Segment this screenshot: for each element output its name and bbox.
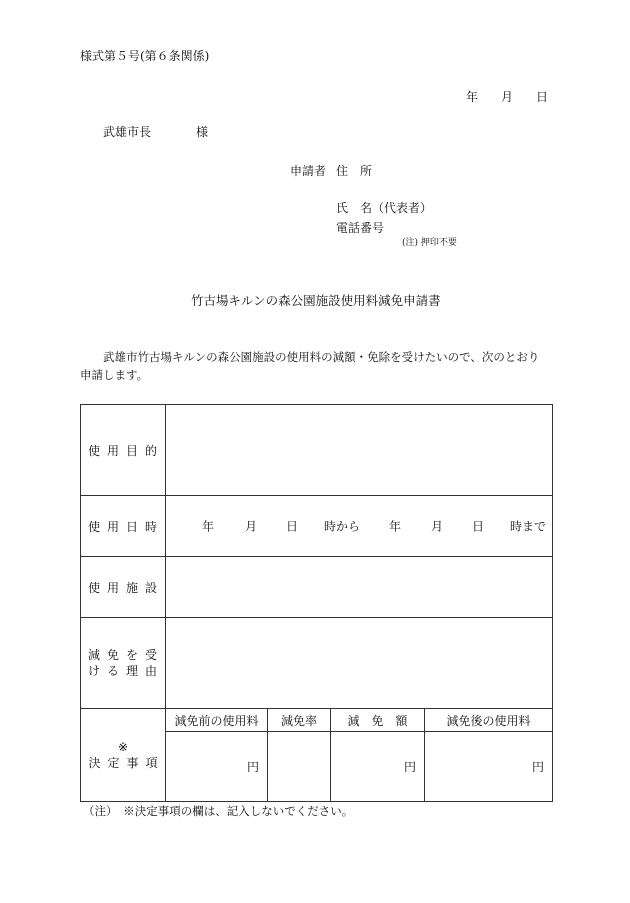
datetime-month-1: 月 xyxy=(245,519,258,534)
facility-label: 使用施設 xyxy=(81,557,166,618)
form-number: 様式第５号(第６条関係) xyxy=(80,49,210,63)
intro-line-1: 武雄市竹古場キルンの森公園施設の使用料の減額・免除を受けたいので、次のとおり xyxy=(103,350,540,364)
rate-cell xyxy=(268,732,331,802)
seal-note: (注) 押印不要 xyxy=(402,238,457,248)
datetime-label: 使用日時 xyxy=(81,496,166,557)
decision-header-amount: 減 免 額 xyxy=(331,709,425,732)
yen-unit: 円 xyxy=(531,760,544,774)
application-table xyxy=(80,404,553,802)
datetime-until: 時まで xyxy=(510,519,547,534)
footnote: （注） ※決定事項の欄は、記入しないでください。 xyxy=(83,804,354,818)
datetime-year-1: 年 xyxy=(202,519,215,534)
applicant-address-label: 住 所 xyxy=(336,164,373,178)
decision-header-rate: 減免率 xyxy=(268,709,331,732)
before-fee-cell xyxy=(166,732,268,802)
reason-row xyxy=(81,618,553,709)
purpose-row xyxy=(81,405,553,496)
purpose-label: 使用目的 xyxy=(81,405,166,496)
date-month-label: 月 xyxy=(501,90,514,104)
datetime-field[interactable] xyxy=(166,496,553,557)
applicant-phone-label: 電話番号 xyxy=(336,221,385,235)
after-fee-cell xyxy=(425,732,553,802)
datetime-month-2: 月 xyxy=(431,519,444,534)
decision-label xyxy=(81,709,166,802)
addressee-honorific: 様 xyxy=(196,125,209,139)
datetime-row xyxy=(81,496,553,557)
reason-field[interactable] xyxy=(166,618,553,709)
document-title: 竹古場キルンの森公園施設使用料減免申請書 xyxy=(191,293,441,308)
facility-field[interactable] xyxy=(166,557,553,618)
decision-header-row xyxy=(81,709,553,732)
intro-line-2: 申請します。 xyxy=(80,368,149,382)
reason-label xyxy=(81,618,166,709)
addressee-name: 武雄市長 xyxy=(103,125,152,139)
reason-label-line-2: ける理由 xyxy=(88,664,165,678)
decision-mark: ※ xyxy=(117,740,136,754)
purpose-field[interactable] xyxy=(166,405,553,496)
datetime-day-2: 日 xyxy=(472,519,485,534)
date-day-label: 日 xyxy=(536,90,549,104)
datetime-year-2: 年 xyxy=(389,519,402,534)
facility-row xyxy=(81,557,553,618)
yen-unit: 円 xyxy=(246,760,259,774)
datetime-from: 時から xyxy=(324,519,361,534)
datetime-day-1: 日 xyxy=(286,519,299,534)
decision-label-text: 決定事項 xyxy=(88,756,165,770)
applicant-label: 申請者 xyxy=(290,164,327,178)
reason-label-line-1: 減免を受 xyxy=(88,648,165,662)
decision-header-after-fee: 減免後の使用料 xyxy=(425,709,553,732)
amount-cell xyxy=(331,732,425,802)
applicant-name-label: 氏 名（代表者） xyxy=(336,201,433,215)
date-year-label: 年 xyxy=(466,90,479,104)
decision-header-before-fee: 減免前の使用料 xyxy=(166,709,268,732)
yen-unit: 円 xyxy=(403,760,416,774)
